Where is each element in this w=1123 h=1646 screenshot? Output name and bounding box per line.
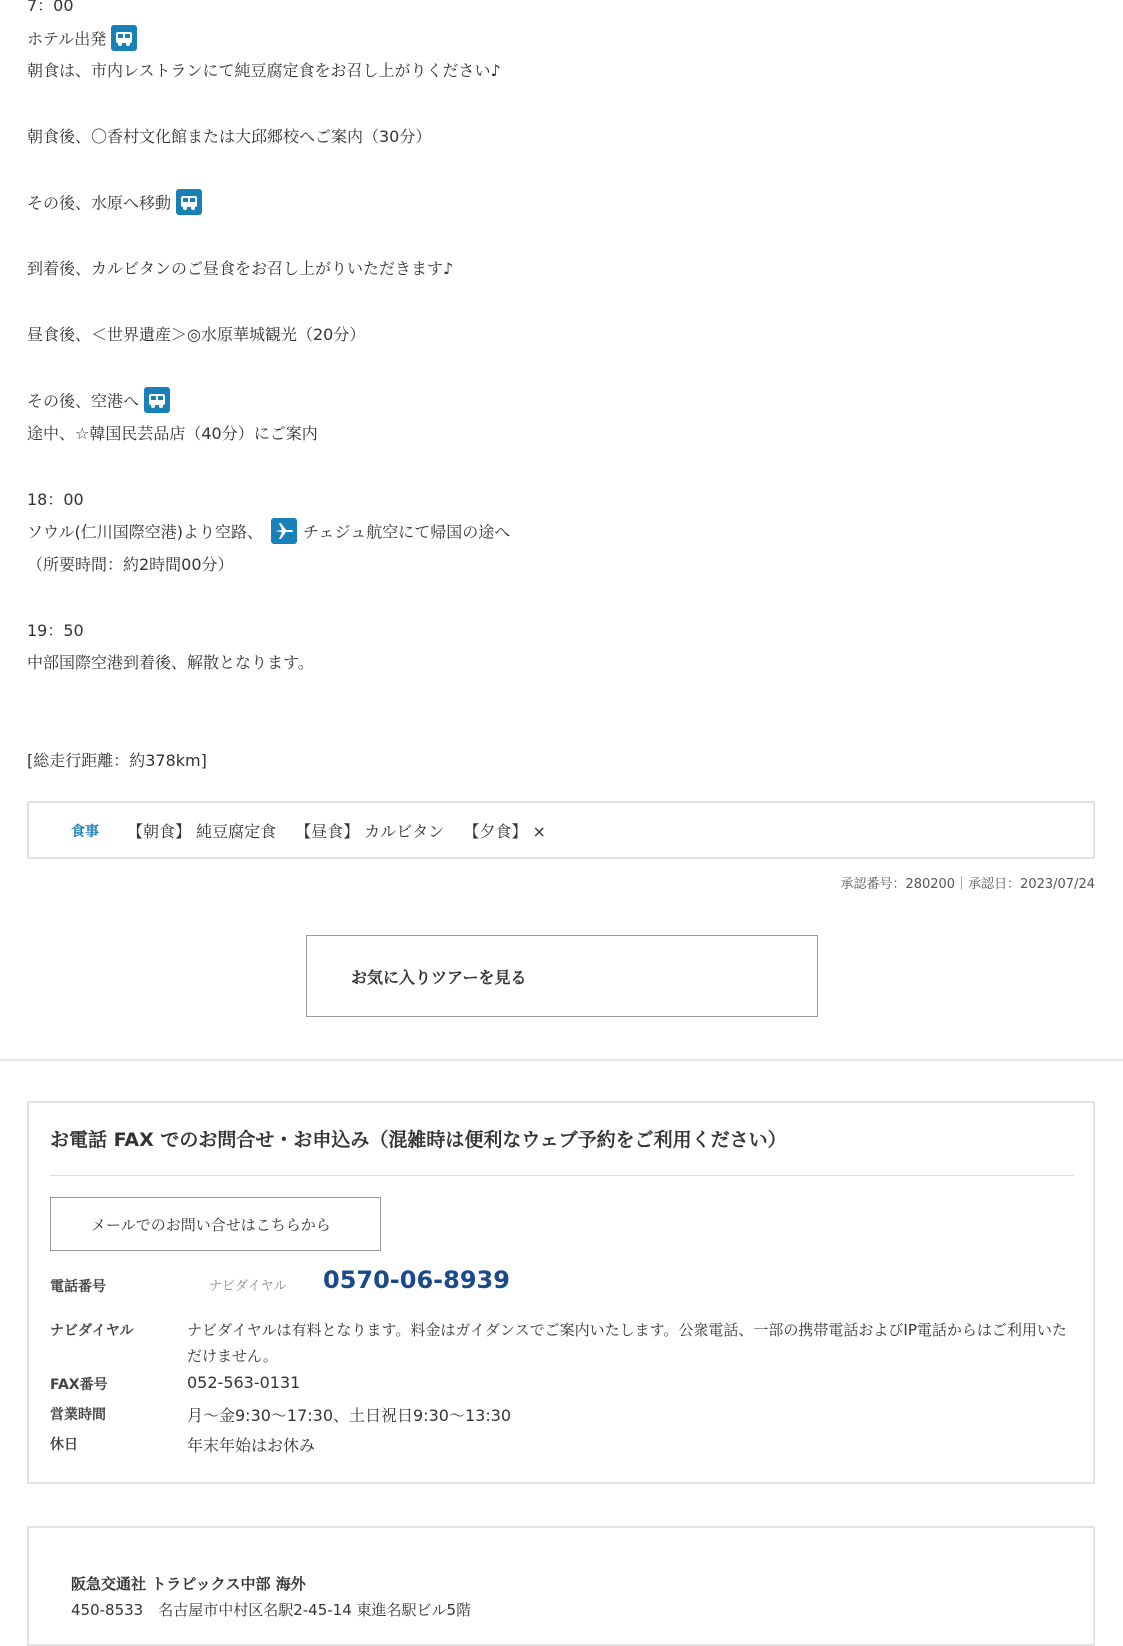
contact-title: お電話 FAX でのお問合せ・お申込み（混雑時は便利なウェブ予約をご利用ください） — [50, 1129, 787, 1151]
approval-info: 承認番号：280200｜承認日：2023/07/24 — [840, 877, 1095, 892]
navi-dial-label: ナビダイヤル — [50, 1323, 134, 1339]
itinerary-line: 昼食後、＜世界遺産＞◎水原華城観光（20分） — [27, 325, 366, 344]
company-address: 450-8533 名古屋市中村区名駅2-45-14 東進名駅ビル5階 — [71, 1601, 472, 1619]
mail-inquiry-button[interactable] — [50, 1197, 381, 1251]
mail-inquiry-label: メールでのお問い合せはこちらから — [91, 1216, 331, 1234]
meal-breakfast: 【朝食】 純豆腐定食 — [127, 822, 277, 841]
meals-box — [27, 801, 1095, 859]
bus-icon — [176, 189, 202, 215]
time-flight: 18：00 — [27, 490, 84, 509]
fax-label: FAX番号 — [50, 1377, 108, 1393]
company-box — [27, 1526, 1095, 1646]
itinerary-line: 中部国際空港到着後、解散となります。 — [27, 653, 314, 672]
business-hours: 月～金9:30～17:30、土日祝日9:30～13:30 — [187, 1406, 512, 1425]
meals-title: 食事 — [71, 824, 99, 840]
company-name: 阪急交通社 トラピックス中部 海外 — [71, 1575, 306, 1593]
itinerary-line: ホテル出発 — [27, 27, 137, 53]
fax-number: 052-563-0131 — [187, 1373, 301, 1392]
itinerary-line: 朝食後、〇香村文化館または大邱郷校へご案内（30分） — [27, 127, 432, 146]
itinerary-line: ソウル(仁川国際空港)より空路、 チェジュ航空にて帰国の途へ — [27, 520, 510, 546]
phone-label: 電話番号 — [50, 1279, 106, 1295]
meal-lunch: 【昼食】 カルビタン — [295, 822, 445, 841]
phone-number[interactable]: 0570-06-8939 — [323, 1266, 510, 1294]
contact-divider — [50, 1175, 1074, 1176]
itinerary-line: その後、水原へ移動 — [27, 191, 202, 217]
airplane-icon — [271, 518, 297, 544]
view-favorites-button[interactable] — [306, 935, 818, 1017]
contact-box — [27, 1101, 1095, 1484]
bus-icon — [144, 387, 170, 413]
holiday-info: 年末年始はお休み — [187, 1436, 316, 1455]
navi-dial-small-label: ナビダイヤル — [209, 1279, 287, 1294]
meal-dinner: 【夕食】 × — [463, 822, 546, 841]
view-favorites-label: お気に入りツアーを見る — [351, 968, 527, 987]
itinerary-line: 到着後、カルビタンのご昼食をお召し上がりいただきます♪ — [27, 259, 454, 278]
section-divider — [0, 1059, 1123, 1061]
time-departure: 7：00 — [27, 0, 74, 15]
itinerary-line: その後、空港へ — [27, 389, 170, 415]
time-arrival: 19：50 — [27, 621, 84, 640]
meals-list — [127, 819, 560, 842]
navi-dial-description: ナビダイヤルは有料となります。料金はガイダンスでご案内いたします。公衆電話、一部の携帯電話およびIP電話からはご利用いただけません。 — [187, 1321, 1067, 1365]
itinerary-line: （所要時間：約2時間00分） — [27, 555, 234, 574]
bus-icon — [111, 25, 137, 51]
total-distance: [総走行距離：約378km] — [27, 751, 207, 770]
itinerary-line: 途中、☆韓国民芸品店（40分）にご案内 — [27, 424, 318, 443]
holiday-label: 休日 — [50, 1437, 78, 1453]
hours-label: 営業時間 — [50, 1407, 106, 1423]
itinerary-line: 朝食は、市内レストランにて純豆腐定食をお召し上がりください♪ — [27, 61, 501, 80]
